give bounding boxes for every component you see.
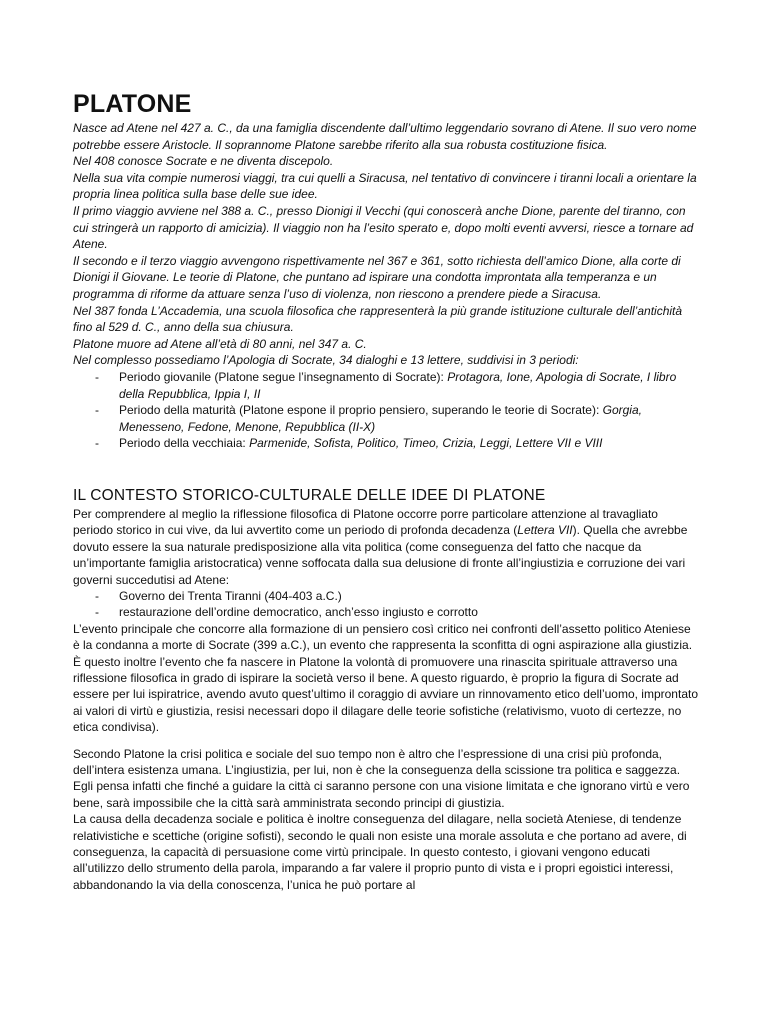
section-heading: IL CONTESTO STORICO-CULTURALE DELLE IDEE DI PLATONE [73, 486, 546, 504]
list-item [73, 604, 699, 620]
event-text: Governo dei Trenta Tiranni (404-403 a.C.) [119, 588, 342, 603]
intro-text: ). Quella che avrebbe dovuto essere la sua naturale predisposizione alla vita politica (come conseguenza del fatto che nacque da un’importante famiglia aristocratica) venne soffocata dalla sua delusione di fronte all’ingiustizia e corruzione dei vari governi succedutisi ad Atene: [73, 523, 688, 587]
bio-paragraph: Nella sua vita compie numerosi viaggi, tra cui quelli a Siracusa, nel tentativo di convincere i tiranni locali a orientare la propria linea politica sulla base delle sue idee. [73, 170, 697, 202]
list-dash: - [95, 369, 99, 384]
period-works: Gorgia, Menesseno, Fedone, Menone, Repubblica (II-X) [119, 403, 642, 434]
list-item [73, 435, 699, 452]
period-works: Parmenide, Sofista, Politico, Timeo, Crizia, Leggi, Lettere VII e VIII [249, 436, 603, 451]
page-title: PLATONE [73, 90, 192, 118]
section-body [73, 506, 699, 588]
period-name: Periodo della maturità (Platone espone il proprio pensiero, superando le teorie di Socrate): [119, 403, 600, 418]
list-dash: - [95, 403, 99, 418]
period-works: Protagora, Ione, Apologia di Socrate, I libro della Repubblica, Ippia I, II [119, 369, 677, 401]
biography [73, 120, 699, 369]
bio-paragraph: Platone muore ad Atene all’età di 80 anni, nel 347 a. C. [73, 336, 367, 351]
list-dash: - [95, 605, 99, 620]
periods-list [73, 369, 699, 452]
events-list [73, 588, 699, 621]
list-item [73, 369, 699, 402]
bio-paragraph: Il secondo e il terzo viaggio avvengono rispettivamente nel 367 e 361, sotto richiesta dell’amico Dione, alla corte di Dionigi il Giovane. Le teorie di Platone, che puntano ad ispirare una condotta improntata alla temperanza e un programma di riforme da attuare senza l’uso di violenza, non riescono a prendere piede a Siracusa. [73, 253, 681, 301]
paragraph-gap [73, 736, 699, 746]
section-body [73, 621, 699, 894]
section-paragraph: La causa della decadenza sociale e politica è inoltre conseguenza del dilagare, nella società Ateniese, di tendenze relativistiche e scettiche (origine sofisti), secondo le quali non esiste una morale assoluta e che portano ad avere, di conseguenza, la capacità di persuasione come virtù principale. In questo contesto, i giovani vengono educati all’utilizzo dello strumento della parola, imparando a far valere il proprio punto di vista e i propri egoistici interessi, abbandonando la via della conoscenza, l’unica he può portare al [73, 812, 687, 892]
list-item [73, 588, 699, 604]
letter-reference: Lettera VII [517, 523, 573, 538]
section-paragraph [73, 506, 699, 588]
section-paragraph: Secondo Platone la crisi politica e sociale del suo tempo non è altro che l’espressione di una crisi più profonda, dell’intera esistenza umana. L’ingiustizia, per lui, non è che la conseguenza della scissione tra politica e saggezza. Egli pensa infatti che finché a guidare la città ci saranno persone con una visione limitata e che ignorano virtù e vero bene, sarà impossibile che la città sarà amministrata secondo principi di giustizia. [73, 746, 690, 810]
list-dash: - [95, 436, 99, 451]
event-text: restaurazione dell’ordine democratico, anch’esso ingiusto e corrotto [119, 605, 478, 620]
bio-paragraph: Nel complesso possediamo l’Apologia di Socrate, 34 dialoghi e 13 lettere, suddivisi in 3 periodi: [73, 353, 579, 368]
period-name: Periodo giovanile (Platone segue l’insegnamento di Socrate): [119, 369, 444, 384]
bio-paragraph: Nel 387 fonda L’Accademia, una scuola filosofica che rappresenterà la più grande istituzione culturale dell’antichità fino al 529 d. C., anno della sua chiusura. [73, 303, 683, 335]
intro-text: Per comprendere al meglio la riflessione filosofica di Platone occorre porre particolare attenzione al travagliato periodo storico in cui vive, da lui avvertito come un periodo di profonda decadenza ( [73, 506, 658, 538]
list-item [73, 402, 699, 435]
bio-paragraph: Nel 408 conosce Socrate e ne diventa discepolo. [73, 154, 334, 169]
bio-paragraph: Nasce ad Atene nel 427 a. C., da una famiglia discendente dall’ultimo leggendario sovrano di Atene. Il suo vero nome potrebbe essere Aristocle. Il soprannome Platone sarebbe riferito alla sua robusta costituzione fisica. [73, 121, 697, 152]
document-body [73, 88, 699, 893]
list-dash: - [95, 588, 99, 603]
period-name: Periodo della vecchiaia: [119, 436, 246, 451]
section-paragraph: L’evento principale che concorre alla formazione di un pensiero così critico nei confronti dell’assetto politico Ateniese è la condanna a morte di Socrate (399 a.C.), un evento che rappresenta la sconfitta di ogni aspirazione alla giustizia. È questo inoltre l’evento che fa nascere in Platone la volontà di promuovere una rinascita spirituale attraverso una riflessione filosofica in grado di ispirare la società verso il bene. A questo riguardo, è proprio la figura di Socrate ad essere per lui ispiratrice, avendo avuto quest’ultimo il coraggio di avviare un rinnovamento etico dell’uomo, improntato ai valori di virtù e giustizia, resisi necessari dopo il dilagare delle teorie sofistiche (relativismo, vuoto di certezze, no etica condivisa). [73, 621, 698, 735]
bio-paragraph: Il primo viaggio avviene nel 388 a. C., presso Dionigi il Vecchi (qui conoscerà anche Dione, parente del tiranno, con cui stringerà un rapporto di amicizia). Il viaggio non ha l’esito sperato e, dopo molti eventi avversi, riesce a tornare ad Atene. [73, 203, 694, 252]
